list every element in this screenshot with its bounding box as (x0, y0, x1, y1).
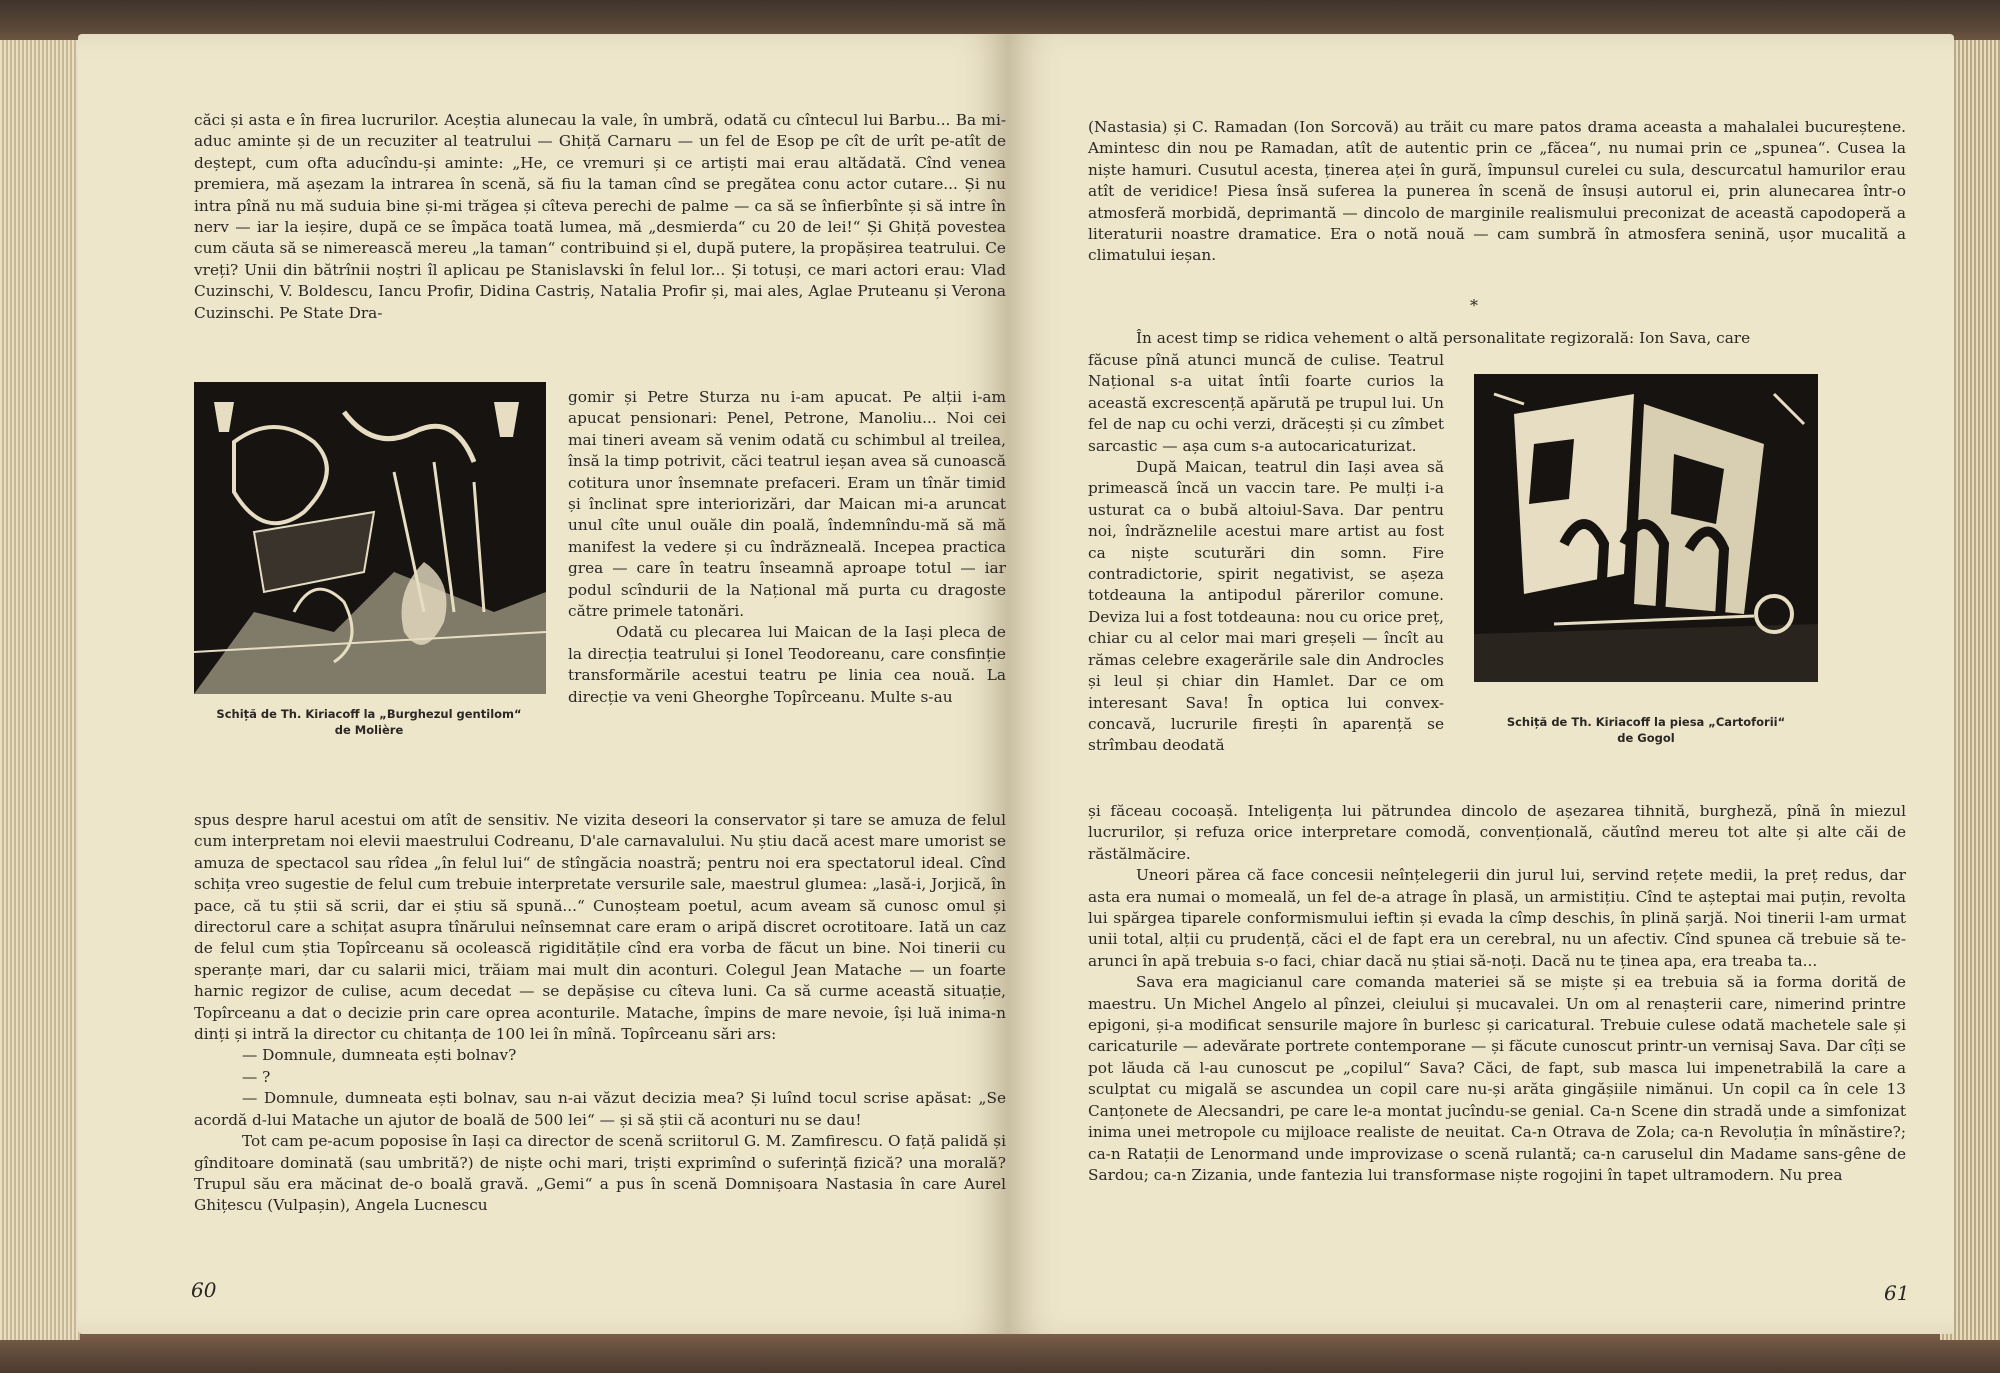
concessions-paragraph: Uneori părea că face concesii neînțelegerii din jurul lui, servind rețete medii, la preț redus, dar asta era numai o momeală, un fel de-a atrage în plasă, un armistițiu. Cînd te așteptai mai puțin, revolta lui spărgea tiparele conformismului ieftin și evada la cîmp deschis, în plină șarjă. Noi tinerii l-am urmat unii total, alții cu prudență, căci el de fapt era un cerebral, nu un afectiv. Cînd spunea că trebuie să te-arunci în apă trebuia s-o faci, chiar dacă nu știai să-noți. Dacă nu te ținea apa, era treaba ta... (1088, 866, 1906, 970)
caption-line-2: de Molière (334, 723, 404, 737)
left-side-column (568, 387, 1006, 708)
page-number-left: 60 (191, 1278, 217, 1302)
right-figure-caption (1454, 714, 1838, 746)
zamfirescu-paragraph: Tot cam pe-acum poposise în Iași ca director de scenă scriitorul G. M. Zamfirescu. O față palidă și gînditoare dominată (sau umbrită?) de niște ochi mari, triști exprimînd o suferință fizică? una morală? Trupul său era măcinat de-o boală gravă. „Gemi“ a pus în scenă Domnișoara Nastasia în care Aurel Ghițescu (Vulpașin), Angela Lucnescu (194, 1132, 1006, 1215)
dialogue-line-1: — Domnule, dumneata ești bolnav? (242, 1046, 517, 1065)
left-top-paragraph: căci și asta e în firea lucrurilor. Aceștia alunecau la vale, în umbră, odată cu cîntecul lui Barbu... Ba mi-aduc aminte și de un recuziter al teatrului — Ghiță Carnaru — un fel de Esop pe cît de urît pe-atît de deștept, cum ofta aducîndu-și aminte: „He, ce vremuri și ce artiști mai erau altădată. Cînd venea premiera, mă așezam la intrarea în scenă, să fiu la taman cînd se pregătea conu actor cutare... Și nu intra pînă nu mă suduia bine și-mi trăgea și cîteva perechi de palme — ca să se înfierbînte și să intre în nerv — iar la ieșire, după ce se împăca toată lumea, mă „desmierda“ cu 20 de lei!“ Și Ghiță povestea cum căuta să se nimerească mereu „la taman“ contribuind și el, după putere, la propășirea teatrului. Ce vreți? Unii din bătrînii noștri îl aplicau pe Stanislavski în felul lor... Și totuși, ce mari actori erau: Vlad Cuzinschi, V. Boldescu, Iancu Profir, Didina Castriș, Natalia Profir și, mai ales, Aglae Pruteanu și Verona Cuzinschi. Pe State Dra- (194, 111, 1006, 322)
page-stack-left (0, 40, 80, 1340)
magician-paragraph: Sava era magicianul care comanda materiei să se miște și ea trebuia să ia forma dorită de maestru. Un Michel Angelo al pînzei, cleiului și mucavalei. Un om al renașterii care, nimerind printre epigoni, și-a modificat sensurile majore în burlesc și caricatural. Trebuie culese odată machetele sale și caricaturile — adevărate portrete contemporane — și făcute cunoscut printr-un vernisaj Sava. Dar cîți se pot lăuda că l-au cunoscut pe „copilul“ Sava? Căci, de fapt, sub masca lui impenetrabilă la care a sculptat cu migală se ascundea un copil care nu-și arăta gingășiile nimănui. Un copil ca în cele 13 Canțonete de Alecsandri, pe care le-a montat jucîndu-se genial. Ca-n Scene din stradă unde a simfonizat inima unei metropole cu mijloace realiste de neuitat. Ca-n Otrava de Zola; ca-n Revoluția în mînăstire?; ca-n Ratații de Lenormand unde improvizase o scenă rulantă; ca-n caruselul din Madame sans-gêne de Sardou; ca-n Zizania, unde fantezia lui transformase niște rogojini în tapet ultramodern. Nu prea (1088, 973, 1906, 1184)
side-column-paragraph-2: După Maican, teatrul din Iași avea să primească încă un vaccin tare. Pe mulți i-a usturat ca o bubă altoiul-Sava. Dar pentru noi, îndrăznelile acestui mare artist au fost ca niște scuturări din somn. Fire contradictorie, spirit negativist, se așeza totdeauna la antipodul părerilor comune. Deviza lui a fost totdeauna: nou cu orice preț, chiar cu al celor mai mari greșeli — încît au rămas celebre exagerările sale din Androcles și leul și chiar din Hamlet. Dar ce om interesant Sava! În optica lui convex-concavă, lucrurile firești în aparență se strîmbau deodată (1088, 458, 1444, 755)
caption-line-1: Schiță de Th. Kiriacoff la piesa „Cartoforii“ (1506, 715, 1786, 729)
woodcut-illustration-left (194, 382, 546, 694)
topirceanu-paragraph: spus despre harul acestui om atît de sensitiv. Ne vizita deseori la conservator și tare se amuza de felul cum interpretam noi elevii maestrului Codreanu, D'ale carnavalului. Nu știu dacă acest mare umorist se amuza de spectacol sau rîdea „în felul lui“ de stîngăcia noastră; pentru noi era spectatorul ideal. Cînd schița vreo sugestie de felul cum trebuie interpretate versurile sale, maestrul glumea: „lasă-i, Jorjică, în pace, că tu știi să scrii, dar ei știu să spună...“ Cunoșteam poetul, acum aveam să cunosc omul și directorul care a schițat asupra tînărului neînsemnat care eram o aripă discret ocrotitoare. Iată un caz de felul cum știa Topîrceanu să ocolească rigiditățile cînd era vorba de făcut un bine. Noi tinerii cu speranțe mari, dar cu salarii mici, trăiam mai mult din aconturi. Colegul Jean Matache — un foarte harnic regizor de culise, acum decedat — se depășise cu cîteva luni. Ca să curme această situație, Topîrceanu a dat o decizie prin care oprea aconturile. Matache, împins de mare nevoie, își luă inima-n dinți și intră la director cu chitanța de 100 lei în mînă. Topîrceanu sări ars: (194, 811, 1006, 1044)
caption-line-1: Schiță de Th. Kiriacoff la „Burghezul gentilom“ (216, 707, 522, 721)
right-sava-intro: În acest timp se ridica vehement o altă personalitate regizorală: Ion Sava, care (1136, 329, 1751, 347)
page-number-right: 61 (1884, 1281, 1910, 1305)
dialogue-line-2: — ? (242, 1067, 271, 1086)
woodcut-illustration-right (1474, 374, 1818, 682)
after-figure-paragraph: și făceau cocoașă. Inteligența lui pătrundea dincolo de așezarea tihnită, burgheză, pînă în miezul lucrurilor, și refuza orice interpretare comodă, convențională, căutînd mereu tot alte și alte căi de răstălmăcire. (1088, 802, 1906, 863)
side-column-paragraph-1: gomir și Petre Sturza nu i-am apucat. Pe alții i-am apucat pensionari: Penel, Petrone, Manoliu... Noi cei mai tineri aveam să venim odată cu schimbul al treilea, însă la timp potrivit, căci teatrul ieșan avea să cunoască cotitura unor însemnate prefaceri. Eram un tînăr timid și înclinat spre interiorizări, dar Maican mi-a aruncat unul cîte unul ouăle din poală, îndemnîndu-mă să mă manifest la vedere și cu îndrăzneală. Incepea practica grea — care în teatru înseamnă aproape totul — iar podul scîndurii de la Național mă purta cu dragoste către primele tatonări. (568, 388, 1006, 621)
book-binding-bottom (0, 1333, 2000, 1373)
side-column-paragraph-1: făcuse pînă atunci muncă de culise. Teatrul Național s-a uitat întîi foarte curios la această excrescență apărută pe trupul lui. Un fel de nap cu ochi verzi, drăcești și cu zîmbet sarcastic — așa cum s-a autocaricaturizat. (1088, 351, 1444, 455)
side-column-paragraph-2: Odată cu plecarea lui Maican de la Iași pleca de la direcția teatrului și Ionel Teodoreanu, care consfinție transformările acestui teatru pe linia cea nouă. La direcție va veni Gheorghe Topîrceanu. Multe s-au (568, 623, 1006, 706)
caption-line-2: de Gogol (1617, 731, 1675, 745)
section-asterism: * (1470, 296, 1478, 315)
figure-cartoforii (1474, 374, 1818, 682)
left-bottom-text (194, 810, 1006, 1217)
left-page (78, 34, 1008, 1334)
right-bottom-text (1088, 801, 1906, 1186)
dialogue-line-3: — Domnule, dumneata ești bolnav, sau n-ai văzut decizia mea? Și luînd tocul scrise apăsat: „Se acordă d-lui Matache un ajutor de boală de 500 lei“ — și să știi că aconturi nu se dau! (194, 1089, 1006, 1129)
left-figure-caption (176, 706, 562, 738)
right-top-paragraph: (Nastasia) și C. Ramadan (Ion Sorcovă) au trăit cu mare patos drama aceasta a mahalalei bucureștene. Amintesc din nou pe Ramadan, atît de autentic prin ce „făcea“, nu numai prin ce „spunea“. Cusea la niște hamuri. Cusutul acesta, ținerea aței în gură, împunsul curelei cu sula, descurcatul hamurilor erau atît de veridice! Piesa însă suferea la punerea în scenă de însuși autorul ei, prin alunecarea într-o atmosferă morbidă, deprimantă — dincolo de marginile realismului preconizat de această capodoperă a literaturii noastre dramatice. Era o notă nouă — cam sumbră în atmosfera senină, ușor mucalită a climatului ieșan. (1088, 118, 1906, 265)
figure-burghezul-gentilom (194, 382, 546, 694)
right-side-column (1088, 350, 1444, 757)
right-page (1008, 34, 1954, 1334)
